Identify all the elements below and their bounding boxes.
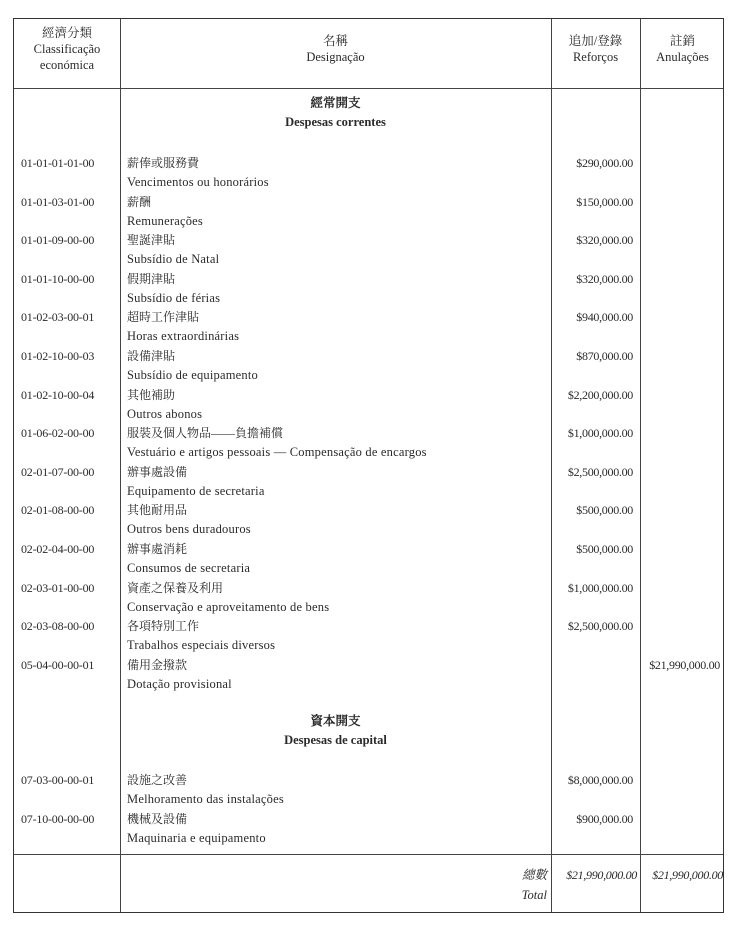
designation-zh: 服裝及個人物品——負擔補償 <box>127 426 284 441</box>
reforcos-amount: $1,000,000.00 <box>567 580 633 595</box>
designation-zh: 其他補助 <box>127 387 176 402</box>
header-divider <box>14 88 723 89</box>
designation-zh: 超時工作津貼 <box>127 310 200 325</box>
designation-zh: 各項特別工作 <box>127 619 200 634</box>
header-anulacoes <box>640 33 725 65</box>
classification-code: 01-01-03-01-00 <box>21 194 95 209</box>
header-designation-pt: Designação <box>306 50 365 64</box>
classification-code: 07-10-00-00-00 <box>21 812 95 826</box>
classification-code: 05-04-00-00-01 <box>21 657 95 672</box>
reforcos-amount: $320,000.00 <box>576 233 633 248</box>
reforcos-amount: $2,500,000.00 <box>567 464 633 479</box>
table-row <box>14 270 723 308</box>
designation-zh: 資產之保養及利用 <box>127 580 224 595</box>
classification-code: 01-02-03-00-01 <box>21 310 95 325</box>
section-heading-pt: Despesas de capital <box>284 733 387 747</box>
designation-pt: Melhoramento das instalações <box>127 792 284 806</box>
reforcos-amount: $290,000.00 <box>576 156 633 170</box>
designation-pt: Outros abonos <box>127 406 203 421</box>
table-row <box>14 656 723 694</box>
classification-code: 02-02-04-00-00 <box>21 542 95 556</box>
designation-pt: Vencimentos ou honorários <box>127 175 269 189</box>
reforcos-amount: $500,000.00 <box>576 542 633 556</box>
designation-zh: 聖誕津貼 <box>127 233 176 248</box>
classification-code: 02-03-08-00-00 <box>21 619 95 634</box>
header-anulacoes-zh: 註銷 <box>669 34 695 48</box>
table-row <box>14 193 723 231</box>
header-anulacoes-pt: Anulações <box>656 50 709 64</box>
budget-table <box>13 18 724 913</box>
table-row <box>14 501 723 539</box>
header-classification <box>14 25 120 73</box>
section-heading-current <box>120 94 551 132</box>
designation-pt: Horas extraordinárias <box>127 329 240 344</box>
header-designation <box>120 33 551 65</box>
designation-pt: Subsídio de Natal <box>127 252 220 267</box>
header-designation-zh: 名稱 <box>322 34 348 48</box>
section-heading-zh: 經常開支 <box>310 96 361 110</box>
table-row <box>14 617 723 655</box>
classification-code: 01-01-09-00-00 <box>21 233 95 248</box>
designation-pt: Remunerações <box>127 213 203 228</box>
reforcos-amount: $900,000.00 <box>576 812 633 826</box>
classification-code: 01-02-10-00-03 <box>21 349 95 363</box>
header-reforcos-zh: 追加/登錄 <box>568 34 623 48</box>
reforcos-amount: $2,500,000.00 <box>567 619 633 634</box>
designation-zh: 其他耐用品 <box>127 503 188 518</box>
classification-code: 02-03-01-00-00 <box>21 580 95 595</box>
table-row <box>14 540 723 578</box>
reforcos-amount: $1,000,000.00 <box>567 426 633 441</box>
reforcos-amount: $500,000.00 <box>576 503 633 518</box>
total-label-zh: 總數 <box>521 868 547 882</box>
classification-code: 02-01-08-00-00 <box>21 503 95 518</box>
reforcos-amount: $2,200,000.00 <box>567 387 633 402</box>
total-anulacoes: $21,990,000.00 <box>652 868 723 882</box>
header-classification-pt-1: Classificação <box>33 42 101 56</box>
designation-zh: 辦事處設備 <box>127 464 188 479</box>
designation-pt: Maquinaria e equipamento <box>127 831 266 845</box>
designation-pt: Consumos de secretaria <box>127 561 251 575</box>
designation-zh: 設施之改善 <box>127 773 188 787</box>
designation-pt: Dotação provisional <box>127 676 232 691</box>
table-row <box>14 463 723 501</box>
section-heading-capital <box>120 712 551 750</box>
reforcos-amount: $150,000.00 <box>576 194 633 209</box>
total-reforcos: $21,990,000.00 <box>566 868 637 882</box>
table-row <box>14 771 723 809</box>
table-row <box>14 308 723 346</box>
reforcos-amount: $320,000.00 <box>576 271 633 286</box>
designation-zh: 假期津貼 <box>127 271 176 286</box>
designation-pt: Subsídio de equipamento <box>127 368 258 382</box>
header-reforcos-pt: Reforços <box>572 50 619 64</box>
designation-zh: 機械及設備 <box>127 812 188 826</box>
reforcos-amount: $940,000.00 <box>576 310 633 325</box>
classification-code: 01-01-01-01-00 <box>21 156 95 170</box>
classification-code: 01-06-02-00-00 <box>21 426 95 441</box>
designation-pt: Trabalhos especiais diversos <box>127 638 276 653</box>
table-row <box>14 386 723 424</box>
reforcos-amount: $870,000.00 <box>576 349 633 363</box>
table-row <box>14 424 723 462</box>
designation-pt: Conservação e aproveitamento de bens <box>127 599 330 614</box>
total-label <box>120 865 547 905</box>
header-classification-zh: 經濟分類 <box>41 26 92 40</box>
total-label-pt: Total <box>521 888 547 902</box>
designation-pt: Equipamento de secretaria <box>127 483 265 498</box>
designation-zh: 薪俸或服務費 <box>127 156 200 170</box>
anulacoes-amount: $21,990,000.00 <box>649 657 720 672</box>
table-row <box>14 579 723 617</box>
section-heading-pt: Despesas correntes <box>285 115 386 129</box>
table-row <box>14 347 723 385</box>
reforcos-amount: $8,000,000.00 <box>567 773 633 787</box>
header-reforcos <box>551 33 640 65</box>
designation-pt: Outros bens duradouros <box>127 522 251 537</box>
header-classification-pt-2: económica <box>39 58 95 72</box>
designation-pt: Vestuário e artigos pessoais — Compensação de encargos <box>127 445 427 460</box>
classification-code: 01-02-10-00-04 <box>21 387 95 402</box>
designation-pt: Subsídio de férias <box>127 290 221 305</box>
classification-code: 07-03-00-00-01 <box>21 773 95 787</box>
table-row <box>14 231 723 269</box>
designation-zh: 薪酬 <box>127 194 152 209</box>
designation-zh: 備用金撥款 <box>127 657 188 672</box>
table-row <box>14 154 723 192</box>
total-divider <box>14 854 723 855</box>
classification-code: 01-01-10-00-00 <box>21 271 95 286</box>
designation-zh: 辦事處消耗 <box>127 542 188 556</box>
table-row <box>14 810 723 848</box>
designation-zh: 設備津貼 <box>127 349 176 363</box>
classification-code: 02-01-07-00-00 <box>21 464 95 479</box>
section-heading-zh: 資本開支 <box>310 714 361 728</box>
